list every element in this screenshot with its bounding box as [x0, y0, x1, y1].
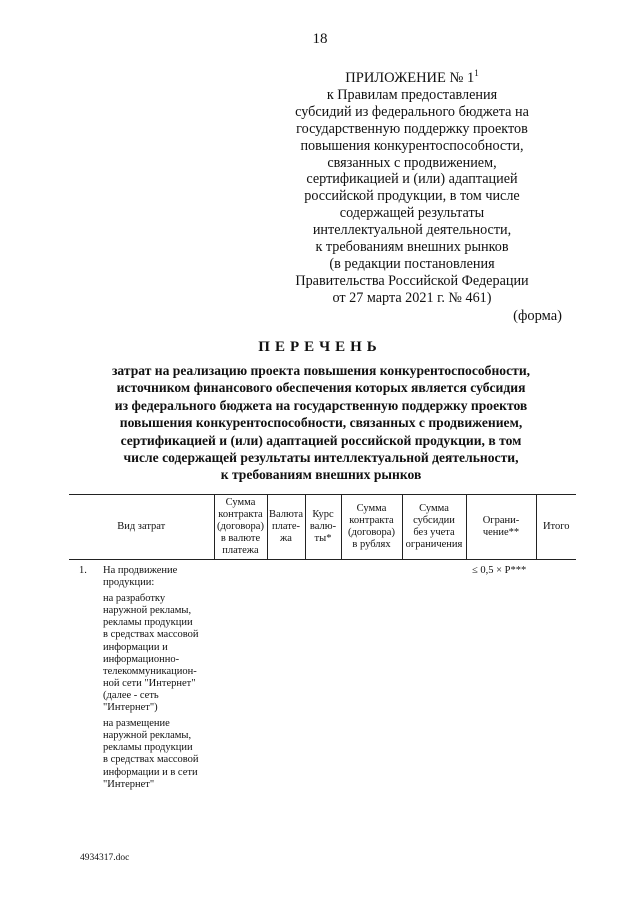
empty-cell: [341, 560, 402, 791]
column-header-line: без учета: [413, 527, 455, 538]
sub-item-line: (далее - сеть: [103, 689, 159, 701]
column-header-line: платежа: [222, 545, 259, 557]
sub-item-line: рекламы продукции: [103, 617, 193, 629]
appendix-line: содержащей результаты: [339, 205, 485, 222]
appendix-line: Правительства Российской Федерации: [295, 272, 529, 289]
empty-cell: [267, 560, 305, 791]
column-header: [341, 495, 402, 560]
appendix-lines: [262, 87, 562, 307]
sub-item-line: информации и: [103, 641, 168, 653]
appendix-line: к требованиям внешних рынков: [315, 239, 509, 256]
item-title-line: На продвижение: [103, 565, 178, 576]
column-header: [536, 495, 576, 560]
appendix-footnote-mark: 1: [474, 68, 479, 78]
column-header-line: в валюте: [220, 533, 261, 545]
column-header-line: (договора): [348, 527, 395, 538]
column-header-line: чение**: [482, 527, 520, 538]
empty-cell: [402, 560, 466, 791]
column-header-line: Сумма: [419, 502, 449, 514]
sub-item-line: в средствах массовой: [103, 629, 199, 641]
table-header-row: [69, 495, 576, 560]
sub-item-line: информационно-: [103, 653, 180, 665]
page-number: 18: [312, 31, 328, 47]
column-header-line: (договора): [217, 520, 264, 532]
empty-cell: [305, 560, 341, 791]
column-header-line: Вид затрат: [117, 520, 166, 532]
column-header: [69, 495, 214, 560]
item-title-line: продукции:: [103, 577, 155, 589]
appendix-line: сертификацией и (или) адаптацией: [306, 171, 518, 188]
document-subtitle: [80, 362, 562, 484]
appendix-line: субсидий из федерального бюджета на: [295, 103, 529, 120]
empty-cell: [536, 560, 576, 791]
sub-item-line: на разработку: [103, 593, 166, 605]
file-name: 4934317.doc: [80, 853, 130, 863]
sub-item-line: наружной рекламы,: [103, 730, 192, 742]
appendix-block: [262, 70, 562, 307]
cost-type-cell: [69, 560, 214, 791]
sub-item-line: "Интернет": [103, 778, 155, 790]
limit-cell: ≤ 0,5 × P***: [472, 565, 527, 576]
column-header: [305, 495, 341, 560]
subtitle-line: из федерального бюджета на государственную поддержку проектов: [114, 397, 528, 413]
subtitle-line: повышения конкурентоспособности, связанных с продвижением,: [119, 415, 523, 431]
appendix-line: повышения конкурентоспособности,: [300, 137, 524, 154]
column-header-line: в рублях: [352, 539, 391, 551]
appendix-line: к Правилам предоставления: [326, 86, 498, 103]
sub-item-line: в средствах массовой: [103, 754, 199, 766]
table-row: [69, 560, 576, 791]
appendix-title-text: ПРИЛОЖЕНИЕ № 1: [345, 70, 475, 86]
column-header-line: Сумма: [356, 502, 387, 514]
column-header: [466, 495, 536, 560]
sub-item-line: рекламы продукции: [103, 742, 193, 754]
form-label: (форма): [513, 308, 562, 324]
column-header-line: ограничения: [405, 539, 463, 551]
appendix-line: интеллектуальной деятельности,: [312, 222, 512, 239]
appendix-line: связанных с продвижением,: [327, 154, 497, 171]
column-header-line: Ограни-: [482, 514, 520, 526]
table-body: [69, 560, 576, 791]
subtitle-line: числе содержащей результаты интеллектуальной деятельности,: [123, 450, 519, 466]
column-header-line: Итого: [542, 520, 570, 532]
sub-item-line: "Интернет"): [103, 702, 158, 714]
column-header-line: Валюта: [268, 508, 304, 520]
subtitle-line: источником финансового обеспечения которых является субсидия: [116, 380, 526, 396]
document-title: ПЕРЕЧЕНЬ: [258, 339, 382, 355]
subtitle-line: сертификацией и (или) адаптацией российской продукции, в том: [120, 432, 522, 448]
sub-item-line: информации и в сети: [103, 766, 198, 778]
appendix-title: [262, 70, 562, 87]
subtitle-line: затрат на реализацию проекта повышения конкурентоспособности,: [111, 363, 531, 378]
sub-item-line: наружной рекламы,: [103, 605, 192, 617]
column-header-line: жа: [280, 533, 292, 545]
subtitle-line: к требованиям внешних рынков: [220, 467, 422, 483]
sub-item: [103, 718, 199, 791]
costs-table: [69, 494, 576, 791]
column-header-line: контракта: [349, 514, 394, 526]
appendix-line: российской продукции, в том числе: [304, 188, 520, 205]
column-header-line: плате-: [272, 520, 300, 532]
column-header-line: Сумма: [225, 496, 256, 508]
sub-item-line: ной сети "Интернет": [103, 677, 196, 689]
appendix-line: от 27 марта 2021 г. № 461): [332, 289, 492, 306]
appendix-line: государственную поддержку проектов: [296, 120, 528, 137]
column-header-line: ты*: [314, 533, 332, 545]
empty-cell: [214, 560, 267, 791]
sub-item: [103, 593, 199, 714]
sub-item-line: на размещение: [103, 718, 170, 730]
column-header: [267, 495, 305, 560]
sub-item-line: телекоммуникацион-: [103, 665, 197, 677]
column-header: [214, 495, 267, 560]
column-header-line: валю-: [309, 520, 337, 532]
item-number: 1.: [79, 565, 87, 576]
column-header-line: контракта: [218, 508, 263, 520]
column-header-line: Курс: [312, 508, 334, 520]
column-header: [402, 495, 466, 560]
column-header-line: субсидии: [413, 514, 455, 526]
appendix-line: (в редакции постановления: [329, 255, 495, 272]
